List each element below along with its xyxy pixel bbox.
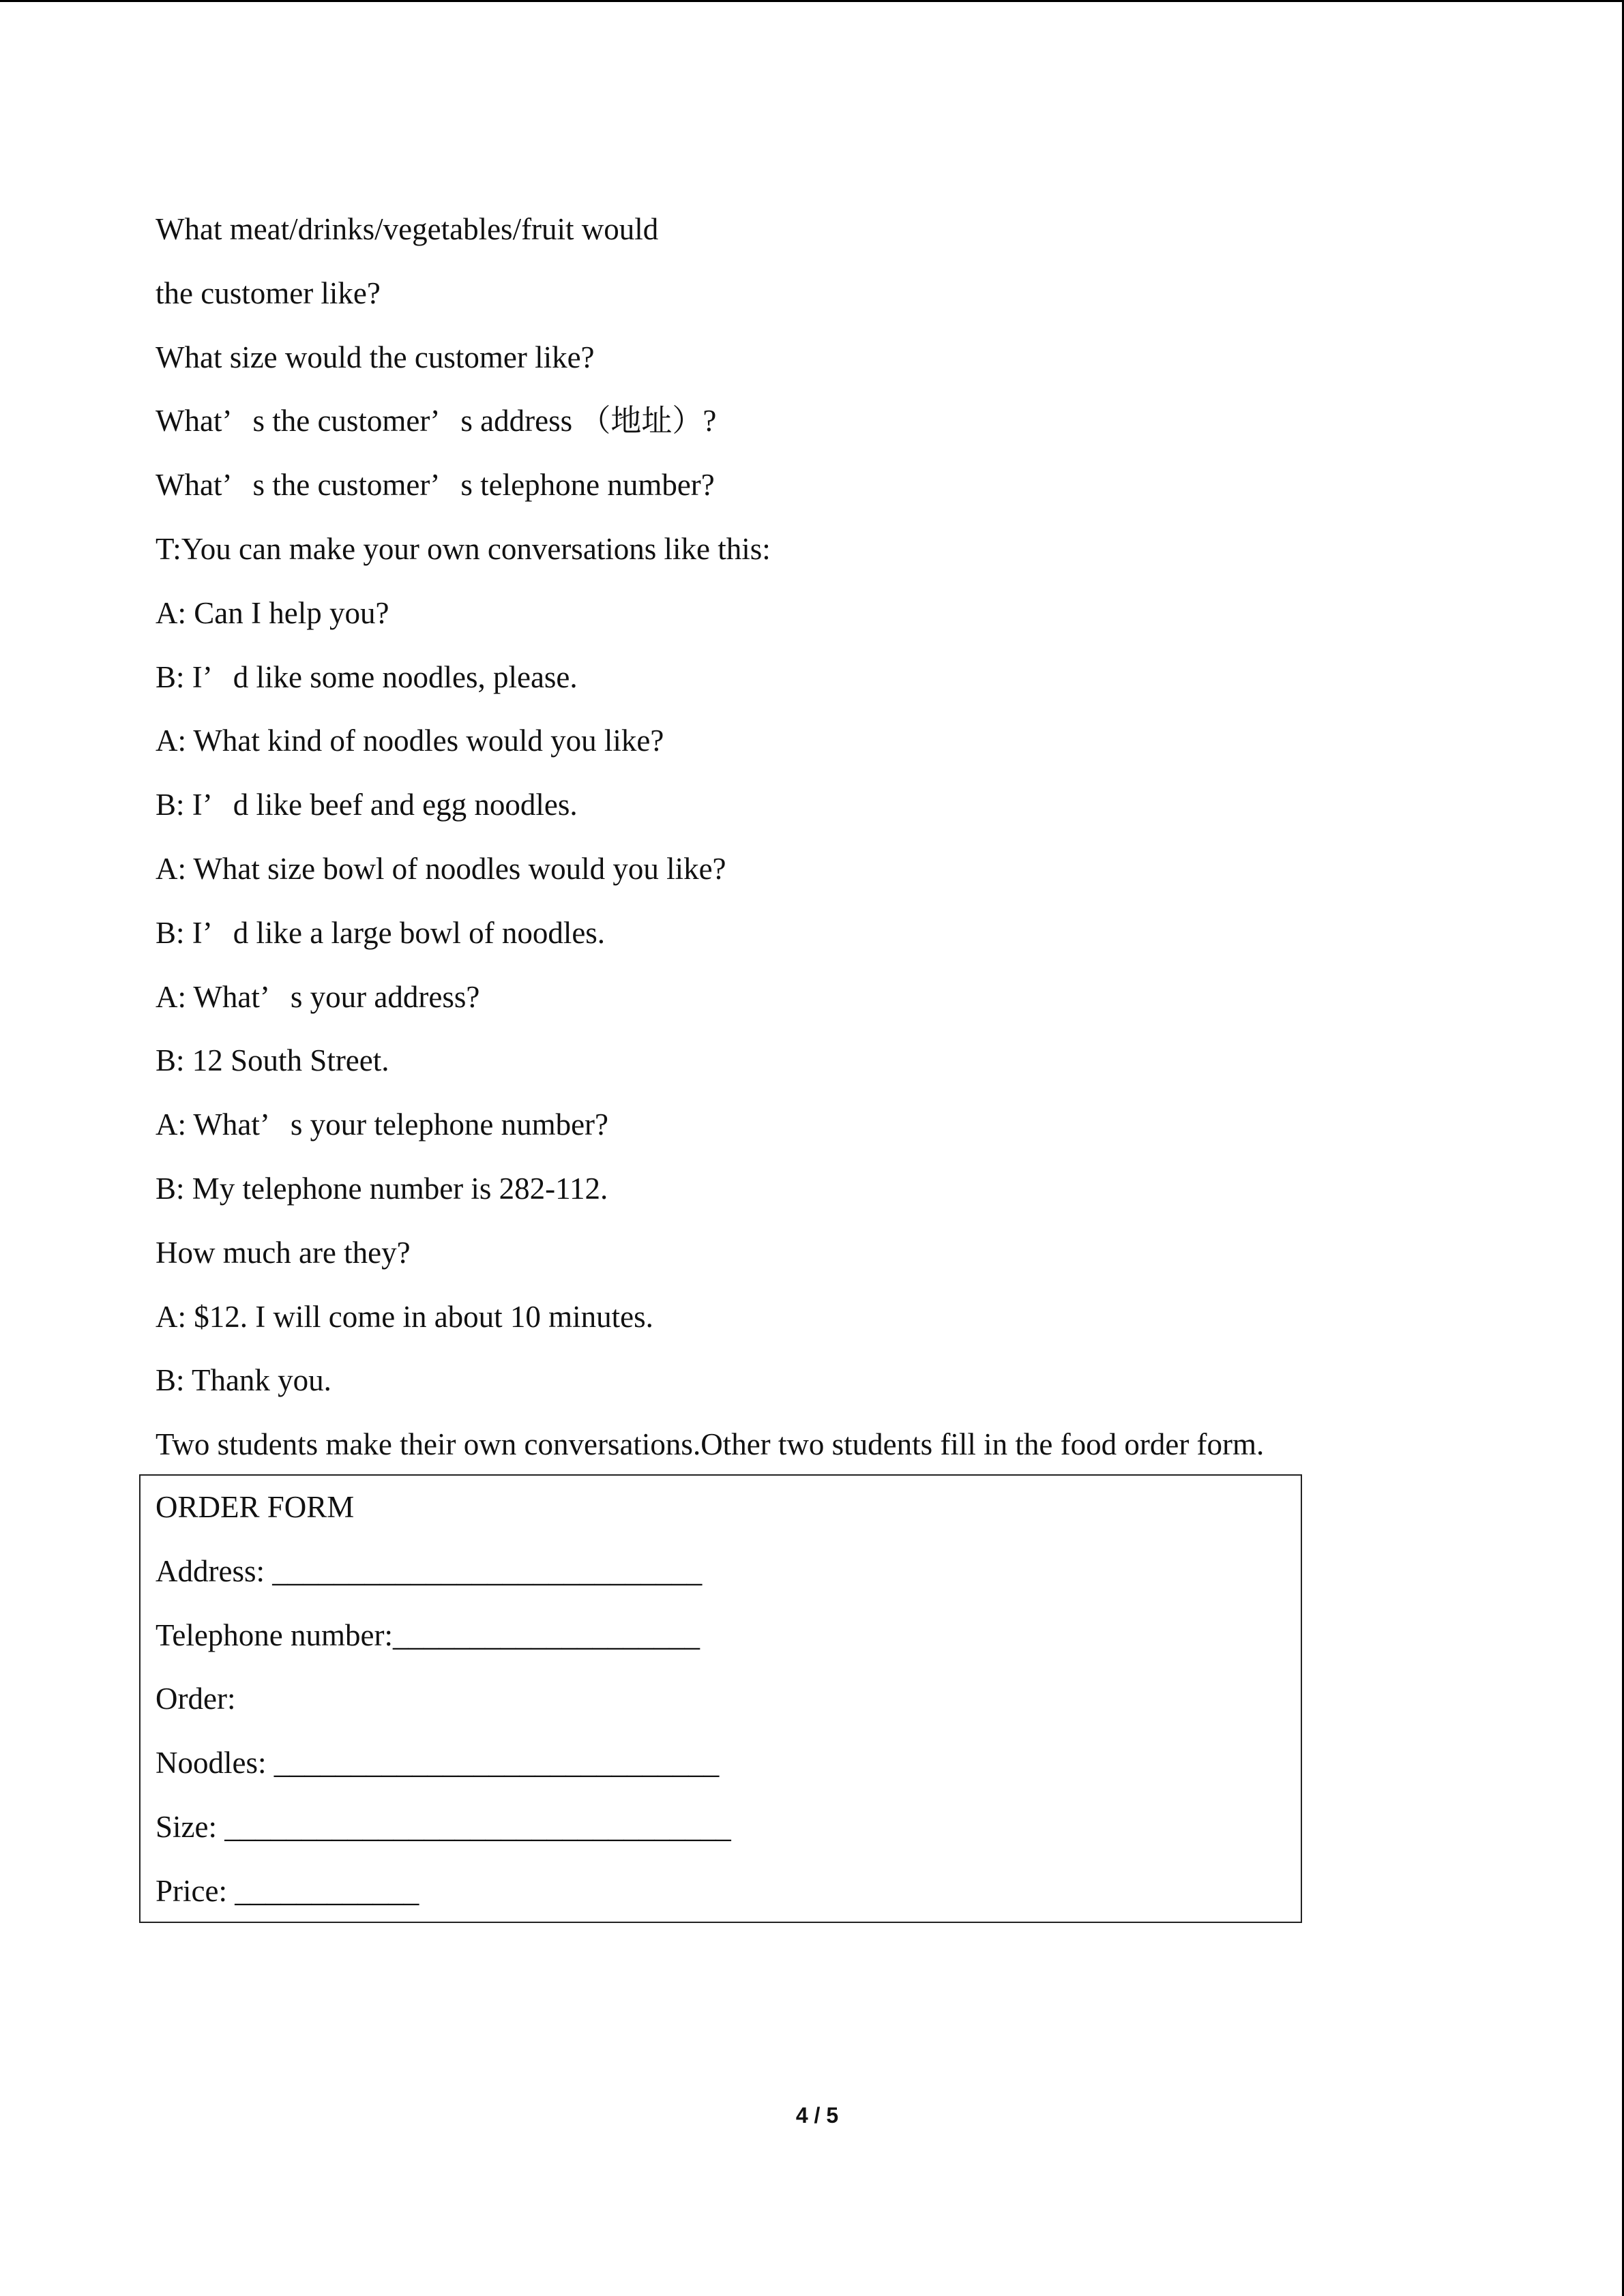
- telephone-field: Telephone number:____________________: [156, 1617, 700, 1652]
- apostrophe-glyph: ’: [202, 915, 213, 950]
- apostrophe-glyph: ’: [202, 659, 213, 694]
- order-form-title: ORDER FORM: [156, 1490, 355, 1524]
- size-field: Size: _________________________________: [156, 1809, 731, 1844]
- apostrophe-glyph: ’: [430, 404, 441, 438]
- guide-question-line: What’ s the customer’ s telephone number?: [156, 453, 1264, 518]
- dialogue-line: B: I’ d like beef and egg noodles.: [156, 773, 1264, 837]
- apostrophe-glyph: ’: [222, 468, 233, 503]
- dialogue-line: How much are they?: [156, 1235, 411, 1270]
- dialogue-line: A: What size bowl of noodles would you like?: [156, 851, 726, 886]
- dialogue-line: B: My telephone number is 282-112.: [156, 1171, 608, 1206]
- noodles-field: Noodles: _____________________________: [156, 1746, 720, 1780]
- apostrophe-glyph: ’: [430, 468, 441, 503]
- dialogue-line: A: What’ s your address?: [156, 966, 1264, 1030]
- guide-question-line: What size would the customer like?: [156, 340, 595, 374]
- address-field: Address: ____________________________: [156, 1553, 703, 1588]
- dialogue-line: A: $12. I will come in about 10 minutes.: [156, 1299, 653, 1334]
- dialogue-line: A: What’ s your telephone number?: [156, 1093, 1264, 1157]
- dialogue-line: B: I’ d like some noodles, please.: [156, 646, 1264, 710]
- price-field: Price: ____________: [156, 1873, 419, 1908]
- guide-question-line: What’ s the customer’ s address （地址）?: [156, 389, 1264, 453]
- dialogue-line: B: Thank you.: [156, 1363, 331, 1398]
- dialogue-line: B: 12 South Street.: [156, 1043, 389, 1078]
- activity-instruction: Two students make their own conversations.Other two students fill in the food order form.: [156, 1427, 1265, 1462]
- order-label: Order:: [156, 1682, 236, 1716]
- order-form-box: [139, 1474, 1302, 1923]
- dialogue-line: A: What kind of noodles would you like?: [156, 724, 664, 758]
- teacher-instruction: T:You can make your own conversations like this:: [156, 531, 771, 566]
- page-number: 4 / 5: [795, 2103, 839, 2128]
- guide-question-line: What meat/drinks/vegetables/fruit would: [156, 212, 659, 246]
- dialogue-line: A: Can I help you?: [156, 595, 389, 630]
- apostrophe-glyph: ’: [259, 979, 270, 1014]
- apostrophe-glyph: ’: [202, 788, 213, 822]
- apostrophe-glyph: ’: [259, 1107, 270, 1142]
- guide-question-line: the customer like?: [156, 275, 381, 310]
- dialogue-line: B: I’ d like a large bowl of noodles.: [156, 901, 1264, 966]
- apostrophe-glyph: ’: [222, 404, 233, 438]
- worksheet-body: [156, 198, 1264, 1477]
